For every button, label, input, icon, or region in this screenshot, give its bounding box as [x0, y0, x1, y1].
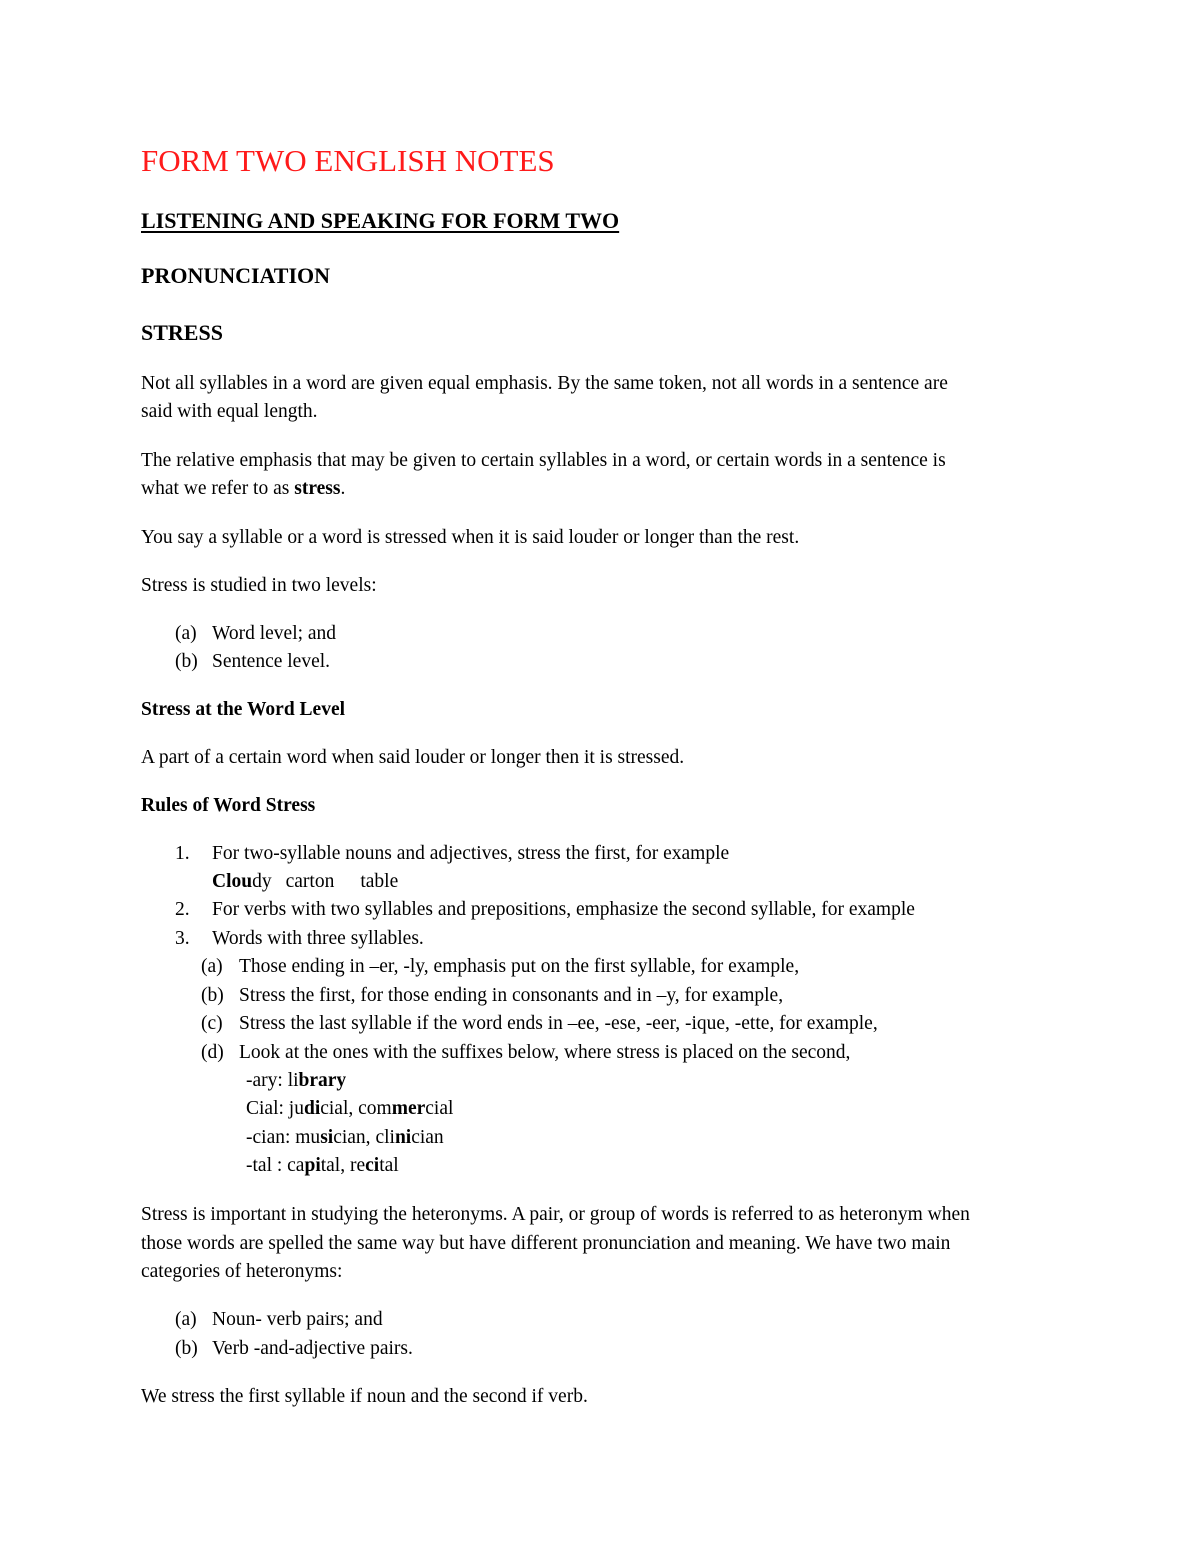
pronunciation-heading: PRONUNCIATION [141, 263, 331, 288]
rule-2-marker: 2. [175, 899, 190, 920]
closing-sentence: We stress the first syllable if noun and the second if verb. [141, 1386, 588, 1407]
sub-rule-marker-c: (c) [201, 1013, 223, 1034]
suffix-ary: -ary: library [246, 1070, 347, 1091]
rule-1-examples: Cloudy carton table [212, 871, 399, 892]
heteronyms-line-2: those words are spelled the same way but have different pronunciation and meaning. We have two main [141, 1233, 951, 1254]
suffix-cial: Cial: judicial, commercial [246, 1098, 454, 1119]
level-marker-b: (b) [175, 651, 198, 672]
sub-rule-c: Stress the last syllable if the word ends in –ee, -ese, -eer, -ique, -ette, for example, [239, 1013, 878, 1034]
heteronym-item-b: Verb -and-adjective pairs. [212, 1338, 413, 1359]
heteronym-marker-a: (a) [175, 1309, 197, 1330]
rules-heading: Rules of Word Stress [141, 795, 316, 816]
intro-paragraph-4: Stress is studied in two levels: [141, 575, 377, 596]
level-item-a: Word level; and [212, 623, 337, 644]
stress-term: stress [294, 478, 341, 499]
rule-2-text: For verbs with two syllables and prepositions, emphasize the second syllable, for example [212, 899, 915, 920]
rule-3-text: Words with three syllables. [212, 928, 424, 949]
rule-1-text: For two-syllable nouns and adjectives, stress the first, for example [212, 843, 730, 864]
intro-paragraph-1-line-1: Not all syllables in a word are given equal emphasis. By the same token, not all words in a sentence are [141, 373, 948, 394]
word-level-heading: Stress at the Word Level [141, 699, 346, 720]
section-heading: LISTENING AND SPEAKING FOR FORM TWO [141, 208, 620, 233]
level-item-b: Sentence level. [212, 651, 331, 672]
intro-paragraph-3: You say a syllable or a word is stressed when it is said louder or longer than the rest. [141, 527, 800, 548]
sub-rule-d: Look at the ones with the suffixes below, where stress is placed on the second, [239, 1042, 851, 1063]
sub-rule-marker-d: (d) [201, 1042, 224, 1063]
level-marker-a: (a) [175, 623, 197, 644]
stress-heading: STRESS [141, 320, 223, 345]
sub-rule-b: Stress the first, for those ending in consonants and in –y, for example, [239, 985, 784, 1006]
sub-rule-marker-b: (b) [201, 985, 224, 1006]
heteronyms-line-3: categories of heteronyms: [141, 1261, 343, 1282]
suffix-tal: -tal : capital, recital [246, 1155, 399, 1176]
rule-1-marker: 1. [175, 843, 190, 864]
rule-3-marker: 3. [175, 928, 190, 949]
heteronym-item-a: Noun- verb pairs; and [212, 1309, 383, 1330]
word-level-text: A part of a certain word when said louder or longer then it is stressed. [141, 747, 685, 768]
heteronym-marker-b: (b) [175, 1338, 198, 1359]
suffix-cian: -cian: musician, clinician [246, 1127, 444, 1148]
heteronyms-line-1: Stress is important in studying the heteronyms. A pair, or group of words is referred to as heteronym when [141, 1204, 970, 1225]
document-title: FORM TWO ENGLISH NOTES [141, 143, 555, 178]
intro-paragraph-1-line-2: said with equal length. [141, 401, 318, 422]
sub-rule-marker-a: (a) [201, 956, 223, 977]
intro-paragraph-2-line-1: The relative emphasis that may be given to certain syllables in a word, or certain words in a sentence is [141, 450, 946, 471]
intro-paragraph-2-line-2: what we refer to as stress. [141, 478, 346, 499]
sub-rule-a: Those ending in –er, -ly, emphasis put on the first syllable, for example, [239, 956, 800, 977]
